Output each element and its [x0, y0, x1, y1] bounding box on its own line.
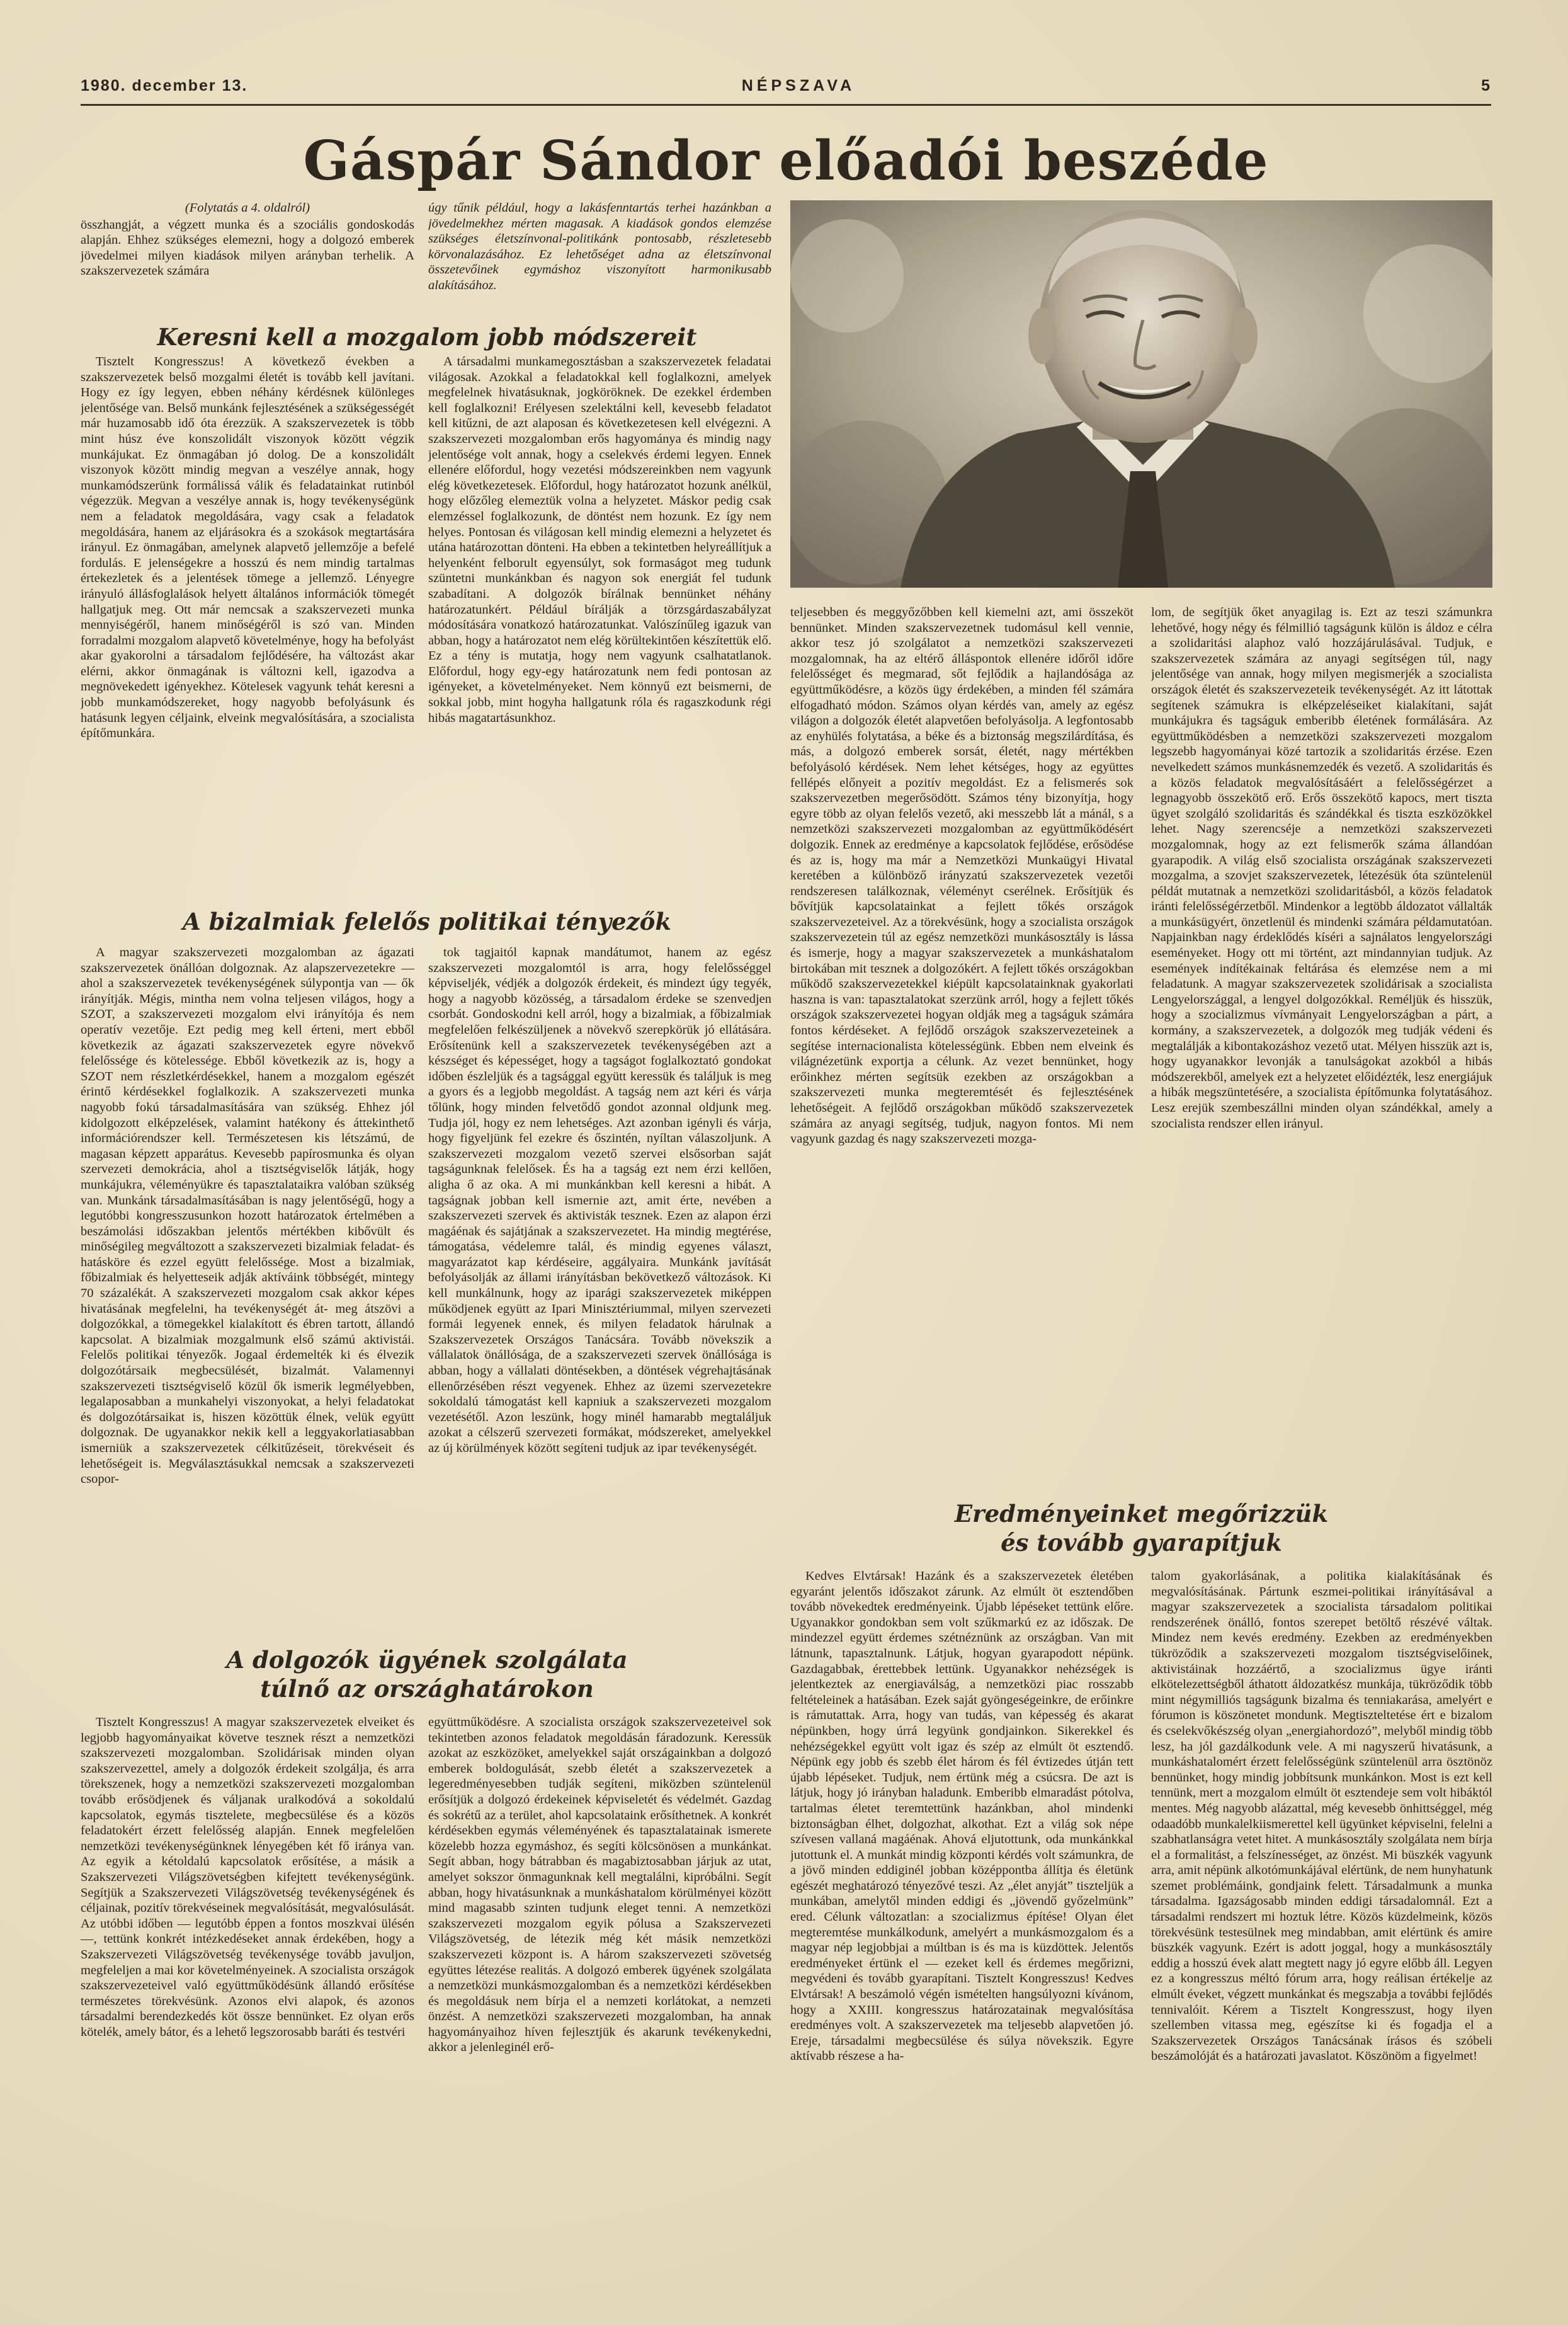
- international-column-4: [1151, 605, 1492, 1480]
- section2-text-1: A magyar szakszervezeti mozgalomban az ágazati szakszervezetek önállóan dolgoznak. Az alapszervezetekre — ahol a szakszervezetek tevékenységének súlypontja van — ők irányítják. Mégis, mintha nem volna teljesen világos, hogy a SZOT, a szakszervezeti mozgalom elvi irányítója és nem operatív vezetője. Ezt pedig meg kell érteni, mert ebből következik az ágazati szakszervezetek egyre növekvő felelőssége és kötelessége. Ebből következik az is, hogy a SZOT nem részletkérdésekkel, hanem a mozgalom egészét érintő kérdésekkel foglalkozik. A szakszervezeti munka nagyobb fokú társadalmasítására van szükség. Ehhez jól kidolgozott elképzelések, valamint hatékony és áttekinthető információrendszer kell. Természetesen kis létszámú, de magasan képzett apparátus. Kevesebb papírosmunka és olyan szervezeti demokrácia, ahol a tisztségviselők látják, hogy munkájukra, véleményükre és tapasztalataikra valóban szükség van. Munkánk társadalmasításában is nagy jelentőségű, hogy a legutóbbi kongresszusunkon hozott határozatok értelmében a beszámolási időszakban jelentős mértékben kibővült és minőségileg megváltozott a szakszervezeti bizalmiak feladat- és hatásköre és ezzel együtt felelőssége. Most a bizalmiak, főbizalmiak és helyetteseik adják aktíváink többségét, mintegy 70 százalékát. A szakszervezeti mozgalom csak akkor képes hivatásának megfelelni, ha tevékenységét át- meg átszövi a dolgozókkal, a tömegekkel kialakított és ébren tartott, állandó kapcsolat. A bizalmiak mozgalmunk első számú aktivistái. Felelős politikai tényezők. Jogaal érdemelték ki és élvezik dolgozótársaik megbecsülését, bizalmát. Valamennyi szakszervezeti tisztségviselő közül ők ismerik legmélyebben, legalaposabban a munkahelyi viszonyokat, a helyi feladatokat és dolgozótársaikat is, hiszen közöttük élnek, velük együtt dolgoznak. De ugyanakkor nekik kell a leggyakorlatiasabban ismerniük a szakszervezetek célkitűzéseit, törekvéseit és lehetőségeit is. Megválasztásukkal nemcsak a szakszervezeti csopor-: [81, 945, 414, 1487]
- header-rule: [81, 104, 1491, 106]
- subhead-workers-cause: [81, 1645, 773, 1703]
- intro-column-1: [81, 200, 414, 307]
- subhead-shop-stewards: A bizalmiak felelős politikai tényezők: [182, 908, 671, 935]
- portrait-photo: [790, 200, 1492, 588]
- intro-text-1: összhangját, a végzett munka és a szociális gondoskodás alapján. Ehhez szükséges elemezni, hogy a dolgozó emberek jövedelmei milyen kiadások milyen arányban terhelik. A szakszervezetek számára: [81, 217, 414, 278]
- section4-column-4: [1151, 1568, 1492, 2282]
- continuation-note: (Folytatás a 4. oldalról): [185, 201, 310, 215]
- subhead-workers-line2: túlnő az országhatárokon: [260, 1675, 594, 1703]
- section1-column-1: [81, 354, 414, 901]
- section1-column-2: [428, 354, 771, 901]
- international-column-3: [790, 605, 1133, 1480]
- section2-column-2: [428, 945, 771, 1638]
- newspaper-name: NÉPSZAVA: [741, 77, 856, 94]
- section1-text-1: Tisztelt Kongresszus! A következő években a szakszervezetek belső mozgalmi életét is tovább kell javítani. Hogy ez így legyen, ebben néhány kérdésnek különleges jelentősége van. Belső munkánk fejlesztésének a szükségességét már huzamosabb idő óta érezzük. A szakszervezetek is több mint húsz éve konszolidált viszonyok között végzik munkájukat. Ez önmagában jó dolog. De a konszolidált viszonyok között mindig megvan a veszélye annak, hogy munkamódszerünk formálissá válik és feladatainkat rutinból végezzük. Megvan a veszélye annak is, hogy tevékenységünk nem a feladatok megoldására, vagy csak a feladatok megoldására, hanem az eljárásokra és a szokások megtartására irányul. Ez önmagában, amelynek alapvető jellemzője a befelé fordulás. E jelenségekre a hosszú és nem mindig tartalmas értekezletek és a jelentések tömege a jellemző. Lényegre irányuló állásfoglalások helyett általános információk tömegét hallgatjuk meg. Ott már nemcsak a szakszervezeti munka mennyiségéről, hanem minőségéről is szó van. Minden forradalmi mozgalom alapvető követelménye, hogy ha befolyást akar gyakorolni a társadalom fejlődésére, ha változást akar elérni, akkor önmagának is változni kell, igazodva a megnövekedett igényekhez. Kötelesek vagyunk tehát keresni a jobb munkamódszereket, hogy nagyobb befolyásunk és hatásunk legyen céljaink, elveink megvalósítására, a szocialista építőmunkára.: [81, 355, 414, 741]
- international-text-4: lom, de segítjük őket anyagilag is. Ezt az teszi számunkra lehetővé, hogy négy és félmillió tagságunk külön is áldoz e célra a szolidaritási alaphoz való hozzájárulásával. Tudjuk, e szakszervezetek számára az anyagi segítségen túl, nagy jelentősége van annak, hogy milyen megismerjék a szocialista országok életét és szakszervezeteik tevékenységét. Az itt látottak segítenek számukra is elképzeléseiket kialakítani, saját munkájukra és tagságuk emberibb életének formálására. Az együttműködésben a nemzetközi szakszervezeti mozgalom legszebb hagyományai közé tartozik a szolidaritás érzése. Ezen nevelkedett számos munkásnemzedék és vezető. A szolidaritás és a közös feladatok megvalósításáért a felelősségérzet a legnagyobb összekötő erő. Erős összekötő kapocs, mert tiszta ügyet szolgáló szolidaritás és szándékkal és tiszta eszközökkel lehet. Nagy szerencséje a nemzetközi szakszervezeti mozgalomnak, hogy az ezt felismerők száma állandóan gyarapodik. A világ első szocialista országának szakszervezeti mozgalma, a szovjet szakszervezetek, létezésük óta szüntelenül példát mutatnak a nemzetközi szolidaritásból, a közös feladatok iránti felelősségérzetből. Mindenkor a legtöbb áldozatot vállalták a munkásügyért, önzetlenül és mindenki számára példamutatóan. Napjainkban nagy érdeklődés kíséri a sajnálatos lengyelországi eseményeket. Hogy ott mi történt, azt mindannyian tudjuk. Az események indítékainak feltárása és elemzése nem a mi feladatunk. A magyar szakszervezetek szolidárisak a szocialista Lengyelországgal, a lengyel dolgozókkal. Reméljük és hisszük, hogy a szocializmus vívmányait Lengyelországban a párt, a kormány, a szakszervezetek, a dolgozók meg tudják védeni és megtalálják a kibontakozáshoz vezető utat. Mélyen hisszük azt is, hogy ugyanakkor levonják a tanulságokat azokból a hibás módszerekből, amelyek ezt a helyzetet előidézték, lesz energiájuk a hibák megszüntetésére, a szocialista építőmunka folytatásához. Lesz erejük szembeszállni minden olyan szándékkal, amely a szocialista rendszer ellen irányul.: [1151, 605, 1492, 1131]
- intro-text-2: úgy tűnik például, hogy a lakásfenntartás terhei hazánkban a jövedelmekhez mérten magasak. A kiadások gondos elemzése szükséges életszínvonal-politikánk pontosabb, részletesebb körvonalazásához. Ez lehetőséget adna az életszínvonal összetevőinek egymáshoz viszonyított harmonikusabb alakításához.: [428, 201, 771, 292]
- section3-text-1: Tisztelt Kongresszus! A magyar szakszervezetek elveiket és legjobb hagyományaikat követve tesznek részt a nemzetközi szakszervezeti mozgalomban. Szolidárisak minden olyan szakszervezettel, amely a dolgozók érdekeit szolgálja, és arra törekszenek, hogy a nemzetközi szakszervezeti mozgalomban tovább erősödjenek és váljanak uralkodóvá a sokoldalú kapcsolatok, egymás tisztelete, megbecsülése és a közös feladatokért érzett felelősség alapján. Ennek megfelelően nemzetközi tevékenységünknek lényegében két fő iránya van. Az egyik a kétoldalú kapcsolatok erősítése, a másik a Szakszervezeti Világszövetségben kifejtett tevékenységünk. Segítjük a Szakszervezeti Világszövetség tevékenységének és céljainak, pozitív törekvéseinek megvalósítását, megvalósulását. Az utóbbi időben — legutóbb éppen a fontos moszkvai ülésén —, tettünk konkrét intézkedéseket annak érdekében, hogy a Szakszervezeti Világszövetség tevékenysége tovább javuljon, megfeleljen a mai kor követelményeinek. A szocialista országok szakszervezeteivel való együttműködésünk állandó erősítése természetes törekvésünk. Azonos elvi alapok, és azonos társadalmi berendezkedés köt össze bennünket. Ez olyan erős kötelék, amely bátor, és a lehető legszorosabb baráti és testvéri: [81, 1715, 414, 2039]
- section4-text-4: talom gyakorlásának, a politika kialakításának és megvalósításának. Pártunk eszmei-politikai irányításával a magyar szakszervezetek a szocialista társadalom politikai rendszerének önálló, fontos szerepet betöltő részévé váltak. Mindez nem kevés eredmény. Ezekben az eredményekben tükröződik a szakszervezeti mozgalom tisztségviselőinek, aktivistáinak hozzáértő, a szocializmus ügye iránti elkötelezettségből áthatott áldozatkész munkája, tükröződik több mint négymilliós tagságunk bizalma és tenniakarása, amelyért e fórumon is köszönetet mondunk. Megtiszteltetése ért e bizalom és cselekvőkészség olyan „energiahordozó”, melyből mindig több lesz, ha jól gazdálkodunk vele. A mi nagyszerű hivatásunk, a munkáshatalomért érzett felelősségünk szüntelenül arra ösztönöz bennünket, hogy mindig jobbítsunk munkánkon. Most is ezt kell tennünk, mert a mozgalom elmúlt öt esztendeje sem volt hibáktól mentes. Még nagyobb alázattal, még kevesebb önhittséggel, még odaadóbb munkalelkiismerettel kell ügyünket képviselni, felelni a szabhatlanságra vetet hitet. A munkásosztály szolgálata nem bírja el a formalitást, a felszínességet, az önzést. Mi büszkék vagyunk arra, amit népünk alkotómunkájával elértünk, de nem hunyhatunk szemet problémáink, gondjaink felett. Társadalmunk a munka társadalma. Igazságosabb minden eddigi társadalomnál. Ezt a társadalmi rendszert mi hoztuk létre. Közös küzdelmeink, közös törekvésünk testesülnek meg mindabban, amit elértünk és amire büszkék vagyunk. Ezért is adott joggal, hogy a munkásosztály eddig a hosszú évek alatt megtett nagy jó egyre előbb áll. Legyen ez a kongresszus méltó fórum arra, hogy reálisan értékelje az elmúlt éveket, végzett munkánkat és megszabja a további fejlődés tennivalóit. Kérem a Tisztelt Kongresszust, hogy ilyen szellemben vitassa meg, egészítse ki és fogadja el a Szakszervezetek Országos Tanácsának írásos és szóbeli beszámolóját és a határozati javaslatot. Köszönöm a figyelmet!: [1151, 1569, 1492, 2064]
- section3-text-2: együttműködésre. A szocialista országok szakszervezeteivel sok tekintetben azonos feladatok megoldásán fáradozunk. Keressük azokat az eszközöket, amelyekkel saját országainkban a dolgozó emberek boldogulását, szebb életét a szakszervezetek a legeredményesebben tudják segíteni, miközben szüntelenül erősítjük a dolgozó érdekeinek képviseletét és védelmét. Gazdag és sokrétű az a terület, ahol kapcsolataink erősíthetnek. A konkrét kérdésekben egymás véleményének és tapasztalatainak ismerete közelebb hozza egymáshoz, és segíti kölcsönösen a munkánkat. Segít abban, hogy bátrabban és magabiztosabban járjuk az utat, amelyet sokszor önmagunknak kell megtalálni, kipróbálni. Segít abban, hogy hivatásunknak a munkáshatalom körülményei között mind magasabb szinten tudjunk eleget tenni. A nemzetközi szakszervezeti mozgalom egyik pólusa a Szakszervezeti Világszövetség, de létezik még két másik nemzetközi szakszervezeti központ is. A három szakszervezeti szövetség együttes létezése realitás. A dolgozó emberek ügyének szolgálata a nemzetközi munkásmozgalomban és a nemzetközi kérdésekben és megoldásuk nem bírja el a nemzeti korlátokat, a nemzeti önzést. A nemzetközi szakszervezeti mozgalomban, ha annak hagyományaihoz híven fejlesztjük és akarunk tevékenykedni, akkor a jelenleginél erő-: [428, 1715, 771, 2055]
- section3-column-2: [428, 1715, 771, 2282]
- section4-text-3: Kedves Elvtársak! Hazánk és a szakszervezetek életében egyaránt jelentős időszakot zárunk. Az elmúlt öt esztendőben tovább növekedtek eredményeink. Újabb lépéseket tettünk előre. Ugyanakkor gondokban sem volt szűkmarkú ez az időszak. De mindezzel együtt érdemes szétnéznünk az országban. Van mit látnunk, tapasztalnunk. Látjuk, hogyan gyarapodott népünk. Gazdagabbak, érettebbek lettünk. Ugyanakkor nehézségek is jelentkeztek az energiaválság, a nemzetközi piac rosszabb feltételeinek a hatásában. Ezek saját gyöngeségeinkre, de erőinkre is rámutattak. Arra, hogy van tudás, van képesség és akarat népünkben, hogy úrrá legyünk gondjainkon. Sikerekkel és nehézségekkel együtt volt igaz és szép az elmúlt öt esztendő. Népünk egy jobb és szebb élet három és fél évtizedes útján tett újabb lépéseket. Tudjuk, nem értünk még a csúcsra. De azt is látjuk, hogy jó irányban haladunk. Emberibb elmaradást pótolva, tartalmas életet teremtettünk hazánkban, ahol mindenki biztonságban élhet, dolgozhat, alkothat. Ezt a világ sok népe szívesen vallaná magáénak. Ahová eljutottunk, oda munkánkkal jutottunk el. A munkát mindig központi kérdés volt számunkra, de a jövő minden eddiginél jobban középpontba állítja és életünk egészét meghatározó tényezővé teszi. Az „élet anyját” tiszteljük a munkában, amelytől minden eddigi és „jövendő győzelmünk” ered. Célunk változatlan: a szocializmus építése! Olyan élet megteremtése munkálkodunk, amelyért a munkásmozgalom és a magyar nép legjobbjai a múltban is és ma is küzdöttek. Jelentős eredményeket értünk el — ezeket kell és érdemes megőrizni, megvédeni és tovább gyarapítani. Tisztelt Kongresszus! Kedves Elvtársak! A beszámoló végén ismételten hangsúlyozni kívánom, hogy a XXIII. kongresszus határozatainak megvalósítása eredményes volt. A szakszervezetek ma teljesebb alapvetően jó. Ereje, társadalmi megbecsülése és súlya növekszik. Egyre aktívabb részese a ha-: [790, 1569, 1133, 2064]
- section1-text-2: A társadalmi munkamegosztásban a szakszervezetek feladatai világosak. Azokkal a feladatokkal kell foglalkozni, amelyek megfelelnek hivatásuknak, jogköröknek. De ezekkel érdemben kell foglalkozni! Erélyesen szelektálni kell, kevesebb feladatot kell kitűzni, de azt alaposan és következetesen kell elvégezni. A szakszervezeti mozgalomban erős hagyománya és mindig nagy jelentősége volt annak, hogy a cselekvés érdemi legyen. Ennek ellenére előfordul, hogy vezetési módszereinkben nem vagyunk elég következetesek. Előfordul, hogy határozatot hozunk anélkül, hogy előzőleg elemeztük volna a helyzetet. Máskor pedig csak elemzéssel foglalkozunk, de döntést nem hozunk. Ez így nem helyes. Pontosan és világosan kell mindig elemezni a helyzetet és utána határozottan dönteni. Ha ebben a tekintetben helyreállítjuk a helyenként felborult egyensúlyt, sok formaságot meg tudunk szüntetni munkánkban és nagyon sok energiát fel tudunk szabadítani. A dolgozók bírálnak bennünket néhány határozatunkért. Például bírálják a törzsgárdaszabályzat módosítására vonatkozó határozatunkat. Valószínűleg igazuk van abban, hogy a határozatot nem elég körültekintően készítettük elő. Ez a tény is mutatja, hogy nem vagyunk csalhatatlanok. Előfordul, hogy egy-egy határozatunk nem fedi pontosan az igényeket, a követelményeket. Nem könnyű ezt beismerni, de sokkal jobb, mint hogyha hallgatunk róla és ragaszkodunk régi hibás magatartásunkhoz.: [428, 355, 771, 725]
- section4-column-3: [790, 1568, 1133, 2282]
- section2-text-2: tok tagjaitól kapnak mandátumot, hanem az egész szakszervezeti mozgalomtól is arra, hogy felelősséggel képviseljék, védjék a dolgozók érdekeit, és mindezt úgy tegyék, hogy a nagyobb közösség, a társadalom érdeke se szenvedjen csorbát. Gondoskodni kell arról, hogy a bizalmiak, a főbizalmiak megfelelően felkészüljenek a növekvő szerepkörük jó ellátására. Erősítenünk kell a szakszervezetek tevékenységében azt a készséget és képességet, hogy a tagságot foglalkoztató gondokat időben észleljük és a tagsággal együtt keressük és találjuk is meg a gyors és a legjobb megoldást. A tagság nem azt kéri és várja tőlünk, hogy minden felvetődő gondot azonnal oldjunk meg. Tudja jól, hogy ez nem lehetséges. Azt azonban igényli és várja, hogy figyeljünk fel ezekre és őszintén, nyíltan válaszoljunk. A szakszervezeti mozgalom vezető szervei elsősorban saját tagságunknak felelősek. És ha a tagság ezt nem érzi kellően, aligha ő az oka. A mi munkánkban kell keresni a hibát. A tagságnak jobban kell ismernie azt, amit érte, nevében a szakszervezeti szervek és aktivisták tesznek. Ezen az alapon érzi magáénak és sajátjának a szakszervezetet. Ha mindig megtérése, támogatása, védelemre talál, és mindig egyenes választ, magyarázatot kap kérdéseire, aggályaira. Munkánk javítását befolyásolják az állami irányításban bekövetkező változások. Ki kell munkálnunk, hogy az iparági szakszervezetek miképpen működjenek együtt az Ipari Minisztériummal, milyen szervezeti formái legyenek ennek, és milyen feladatok hárulnak a Szakszervezetek Országos Tanácsára. Tovább növekszik a vállalatok önállósága, de a szakszervezeti szervek önállósága is abban, hogy a vállalati döntésekben, a döntések végrehajtásának ellenőrzésében részt vegyenek. Ehhez az üzemi szervezetekre sokoldalú támogatást kell kapniuk a szakszervezeti mozgalom vezetésétől. Azon leszünk, hogy minél hamarabb megtaláljuk azokat a célszerű szervezeti formákat, módszereket, amelyekkel az új körülmények között segíteni tudjuk az ipar tevékenységét.: [428, 945, 771, 1455]
- subhead-results-line1: Eredményeinket megőrizzük: [954, 1500, 1329, 1528]
- subhead-results: [790, 1499, 1492, 1557]
- speaker-photo: [790, 200, 1492, 588]
- section2-column-1: [81, 945, 414, 1638]
- international-text-3: teljesebben és meggyőzőbben kell kiemelni azt, ami összeköt bennünket. Minden szakszervezetnek tudomásul kell vennie, akkor tesz jó szolgálatot a nemzetközi szakszervezeti mozgalomnak, ha az eltérő álláspontok ellenére időről időre felelősséget és megmarad, sőt fejlődik a hajlandósága az együttműködésre, a közös ügy érdekében, a minden fél számára elfogadható módon. Számos olyan kérdés van, amely az egész világon a dolgozók életét alapvetően befolyásolja. A legfontosabb az enyhülés folytatása, a béke és a biztonság megszilárdítása, és más, a dolgozó emberek sorsát, életét, nagy mértékben befolyásoló kérdések. Nem lehet kétséges, hogy az együttes fellépés előnyeit a pozitív megoldást. Ez a felismerés sok szakszervezetben megerősödött. Számos tény bizonyítja, hogy egyre több az olyan felelős vezető, aki messzebb lát a mánál, s a nemzetközi szakszervezeti mozgalomban az együttműködésért dolgozik. Ennek az eredménye a kapcsolatok fejlődése, erősödése és az is, hogy ma már a Nemzetközi Munkaügyi Hivatal keretében a különböző irányzatú szakszervezetek vezetői rendszeresen találkoznak, véleményt cserélnek. Erősítjük és bővítjük kapcsolatainkat a fejlett tőkés országok szakszervezeteivel. Az a törekvésünk, hogy a szocialista országok szakszervezetein túl az egész nemzetközi munkásosztály is lássa és ismerje, hogy a magyar szakszervezetek a munkáshatalom birtokában mit tesznek a dolgozókért. A fejlett tőkés országokban működő szakszervezetekkel kiépült kapcsolatainknak gyakorlati haszna is van: tapasztalatokat szerzünk arról, hogy a fejlett tőkés országok szakszervezetei hogyan oldják meg a tagságuk számára fontos kérdéseket. A fejlődő országok szakszervezeteinek a segítése internacionalista kötelességünk. Ebben nem elveink és világnézetünk exportja a célunk. Az vezet bennünket, hogy erőinkhez mérten segítsük ezekben az országokban a szakszervezeti munka megteremtését és fejlesztésének lehetőségeit. A fejlődő országokban működő szakszervezetek számára az anyagi segítség, tudjuk, nagyon fontos. Mi nem vagyunk gazdag és nagy szakszervezeti mozga-: [790, 605, 1133, 1146]
- intro-column-2: [428, 200, 771, 307]
- issue-date: 1980. december 13.: [81, 77, 248, 94]
- article-title: Gáspár Sándor előadói beszéde: [303, 129, 1269, 193]
- section3-column-1: [81, 1715, 414, 2282]
- subhead-methods: Keresni kell a mozgalom jobb módszereit: [157, 323, 697, 351]
- subhead-results-line2: és tovább gyarapítjuk: [1001, 1529, 1282, 1557]
- page-header: [81, 77, 1491, 100]
- subhead-workers-line1: A dolgozók ügyének szolgálata: [226, 1646, 628, 1674]
- page-number: 5: [1481, 77, 1491, 94]
